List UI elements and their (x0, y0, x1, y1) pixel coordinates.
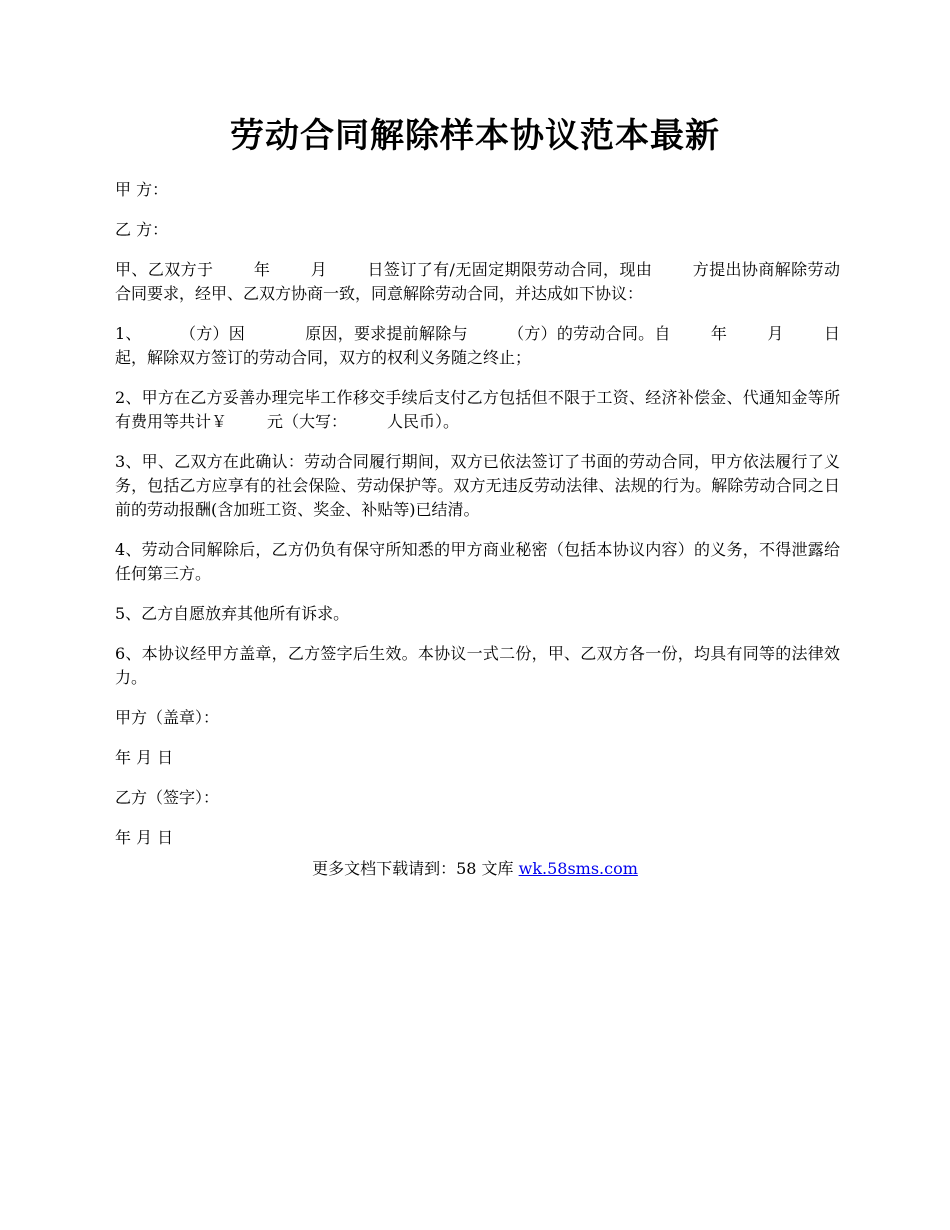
clause-1-month: 月 (767, 324, 784, 343)
clause-1 (115, 322, 840, 370)
clause-1-text-a: （方）因 (179, 324, 245, 343)
intro-text-1: 甲、乙双方于 (115, 260, 214, 279)
clause-1-text-d: 日起，解除双方签订的劳动合同，双方的权利义务随之终止； (115, 324, 840, 367)
date-party-a: 年 月 日 (115, 748, 174, 767)
intro-month: 月 (310, 260, 328, 279)
clause-1-text-c: （方）的劳动合同。自 (507, 324, 671, 343)
clause-2-text-c: 人民币）。 (387, 412, 460, 431)
signature-party-a: 甲方（盖章）： (115, 708, 220, 727)
document-title: 劳动合同解除样本协议范本最新 (230, 116, 720, 156)
clause-2-text-a: 2、甲方在乙方妥善办理完毕工作移交手续后支付乙方包括但不限于工资、经济补偿金、代通知金等所有费用等共计￥ (115, 388, 840, 431)
clause-6: 6、本协议经甲方盖章，乙方签字后生效。本协议一式二份，甲、乙双方各一份，均具有同等的法律效力。 (115, 644, 840, 687)
signature-party-b: 乙方（签字）： (115, 788, 220, 807)
party-a-line: 甲 方： (115, 180, 169, 199)
intro-text-2: 日签订了有/无固定期限劳动合同，现由 (367, 260, 653, 279)
intro-paragraph (115, 258, 840, 306)
date-party-b: 年 月 日 (115, 828, 174, 847)
intro-year: 年 (253, 260, 271, 279)
footer-text: 更多文档下载请到：58 文库 (312, 859, 519, 878)
party-b-line: 乙 方： (115, 220, 169, 239)
footer-link[interactable]: wk.58sms.com (518, 859, 638, 878)
clause-4: 4、劳动合同解除后，乙方仍负有保守所知悉的甲方商业秘密（包括本协议内容）的义务，不得泄露给任何第三方。 (115, 540, 840, 583)
footer (0, 857, 950, 881)
clause-5: 5、乙方自愿放弃其他所有诉求。 (115, 604, 350, 623)
clause-1-text-b: 原因，要求提前解除与 (305, 324, 468, 343)
clause-1-year: 年 (710, 324, 728, 343)
document-body (115, 178, 840, 866)
clause-2-text-b: 元（大写： (267, 412, 348, 431)
clause-2 (115, 386, 840, 434)
clause-1-number: 1、 (115, 324, 142, 343)
intro-text-3: 方提出协商解除劳动合同要求，经甲、乙双方协商一致，同意解除劳动合同，并达成如下协议： (115, 260, 840, 303)
clause-3: 3、甲、乙双方在此确认：劳动合同履行期间，双方已依法签订了书面的劳动合同，甲方依法履行了义务，包括乙方应享有的社会保险、劳动保护等。双方无违反劳动法律、法规的行为。解除劳动合同之日前的劳动报酬(含加班工资、奖金、补贴等)已结清。 (115, 452, 840, 519)
